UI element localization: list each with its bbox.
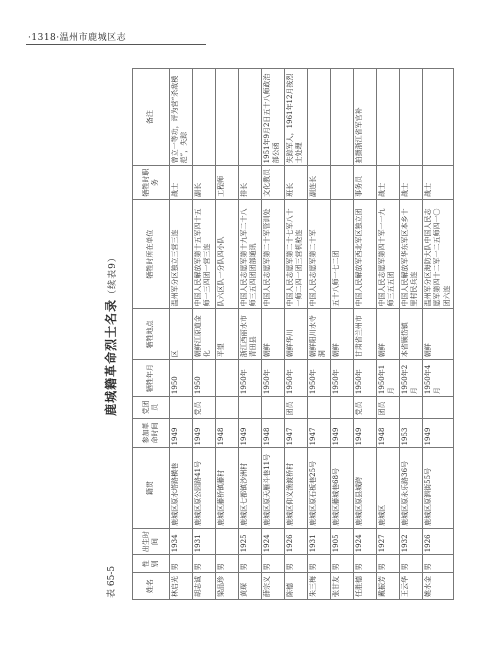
table-cell: 副长 — [193, 166, 216, 200]
table-label: 表 65-5 — [107, 565, 117, 598]
table-cell: 1951年9月2日五十八师政治部公函 — [262, 69, 285, 166]
table-cell: 任胜德 — [354, 573, 377, 600]
table-cell: 1934 — [170, 528, 193, 554]
table-cell: 温州军分区海防大队中国人民志愿军第四十二军一二五师四一〇团六连 — [423, 199, 454, 309]
table-cell: 中国人民志愿军第四十军一一九师三五五团 — [377, 199, 400, 309]
table-cell: 1950年 — [308, 360, 331, 397]
table-cell: 1949 — [331, 418, 354, 448]
table-cell: 1931 — [193, 528, 216, 554]
table-cell: 1950年4月 — [423, 360, 454, 397]
table-cell: 战士 — [400, 166, 423, 200]
table-cell: 1924 — [354, 528, 377, 554]
table-title — [102, 68, 119, 600]
table-cell: 1926 — [423, 528, 454, 554]
table-cell: 1949 — [354, 418, 377, 448]
table-cell: 1949 — [170, 418, 193, 448]
table-cell: 排长 — [239, 166, 262, 200]
table-cell: 1950 — [193, 360, 216, 397]
column-header: 参加革命时间 — [133, 418, 170, 448]
column-header: 牺牲年月 — [133, 360, 170, 397]
table-header-row — [133, 69, 170, 600]
table-row — [400, 69, 423, 600]
table-cell: 梁品珍 — [216, 573, 239, 600]
table-cell: 鹿城区原石板巷25号 — [308, 448, 331, 528]
table-cell: 鹿城区藤城巷68号 — [331, 448, 354, 528]
table-cell: 1950年 — [285, 360, 308, 397]
table-cell: 1925 — [239, 528, 262, 554]
table-cell: 朝鲜华川 — [285, 309, 308, 360]
martyr-table — [132, 68, 454, 600]
header-rule — [26, 44, 206, 45]
table-cell: 战士 — [423, 166, 454, 200]
table-cell: 团员 — [377, 397, 400, 418]
table-cell: 男 — [262, 555, 285, 573]
table-cell: 1948 — [377, 418, 400, 448]
column-header: 备注 — [133, 69, 170, 166]
table-cell: 鹿城区七都镇沙洲村 — [239, 448, 262, 528]
table-row — [354, 69, 377, 600]
table-cell: 朝鲜 — [262, 309, 285, 360]
table-row — [170, 69, 193, 600]
table-cell: 男 — [308, 555, 331, 573]
table-cell: 1950年 — [239, 360, 262, 397]
table-cell: 张甘友 — [331, 573, 354, 600]
table-cell: 温州军分区独立三营三连 — [170, 199, 193, 309]
table-cell: 朱三梅 — [308, 573, 331, 600]
table-row — [262, 69, 285, 600]
table-cell: 1926 — [285, 528, 308, 554]
table-cell: 本省顾岱镇 — [400, 309, 423, 360]
table-cell: 队六区队一分队四小队 — [216, 199, 239, 309]
table-cell: 1905 — [331, 528, 354, 554]
table-cell: 1927 — [377, 528, 400, 554]
table-cell — [423, 69, 454, 166]
table-cell: 朝鲜阳川水寺洞 — [308, 309, 331, 360]
table-row — [331, 69, 354, 600]
table-cell: 1947 — [308, 418, 331, 448]
table-cell: 1950年 — [354, 360, 377, 397]
table-cell: 男 — [170, 555, 193, 573]
table-cell: 1924 — [262, 528, 285, 554]
table-cell: 男 — [285, 555, 308, 573]
table-cell: 鹿城区原公园路41号 — [193, 448, 216, 528]
table-cell: 战士 — [377, 166, 400, 200]
table-cell: 男 — [354, 555, 377, 573]
table-cell: 副连长 — [308, 166, 331, 200]
table-cell: 1948 — [262, 418, 285, 448]
column-header: 党团员 — [133, 397, 170, 418]
table-cell: 鹿城区原县城跨 — [354, 448, 377, 528]
table-cell: 工程师 — [216, 166, 239, 200]
table-row — [193, 69, 216, 600]
table-cell: 失踪军人，1961年12月按烈士处理 — [285, 69, 308, 166]
table-cell — [331, 166, 354, 200]
title-text: 鹿城籍革命烈士名录 — [104, 298, 118, 416]
table-cell — [216, 397, 239, 418]
table-cell: 曾立一等功，评为营“杀敌模范”，失踪 — [170, 69, 193, 166]
table-cell: 朝鲜江原道金化 — [193, 309, 216, 360]
table-cell: 鹿城区原水塔路横巷 — [170, 448, 193, 528]
table-cell: 1953 — [400, 418, 423, 448]
table-cell: 朝鲜 — [331, 309, 354, 360]
table-cell: 朝鲜 — [377, 309, 400, 360]
table-row — [285, 69, 308, 600]
table-row — [216, 69, 239, 600]
table-cell: 1949 — [239, 418, 262, 448]
table-cell: 党员 — [354, 397, 377, 418]
table-cell: 鹿城区 — [377, 448, 400, 528]
table-cell: 男 — [216, 555, 239, 573]
table-cell: 鹿城区仰义渔渡桥村 — [285, 448, 308, 528]
table-cell: 鹿城区原永乐路36号 — [400, 448, 423, 528]
table-cell: 1932 — [400, 528, 423, 554]
column-header: 姓名 — [133, 573, 170, 600]
table-cell — [216, 528, 239, 554]
table-cell — [308, 69, 331, 166]
table-cell: 薛宗义 — [262, 573, 285, 600]
column-header: 牺牲时所在单位 — [133, 199, 170, 309]
table-cell — [400, 397, 423, 418]
table-cell: 鹿城区原天雁斗巷11号 — [262, 448, 285, 528]
table-cell: 鹿城区原泗街55号 — [423, 448, 454, 528]
table-cell: 朝鲜 — [423, 309, 454, 360]
table-cell: 中国人民志愿军第十九军二十八师三五四团团部通讯 — [239, 199, 262, 309]
table-cell: 1949 — [423, 418, 454, 448]
table-cell: 姚水金 — [423, 573, 454, 600]
table-cell: 鹿城区藤桥镇藤村 — [216, 448, 239, 528]
table-cell — [331, 69, 354, 166]
column-header: 出生时间 — [133, 528, 170, 554]
table-row — [423, 69, 454, 600]
column-header: 性别 — [133, 555, 170, 573]
table-cell: 文化教员 — [262, 166, 285, 200]
table-cell — [170, 397, 193, 418]
table-row — [308, 69, 331, 600]
table-cell: 1950年2月 — [400, 360, 423, 397]
table-cell: 1950年 — [262, 360, 285, 397]
table-cell: 中国人民志愿军第二十七军八十一师二四一团三营机枪连 — [285, 199, 308, 309]
table-cell: 浙江西丽水市青田县 — [239, 309, 262, 360]
table-cell: 男 — [331, 555, 354, 573]
table-cell: 男 — [400, 555, 423, 573]
table-cell: 1948 — [216, 418, 239, 448]
table-cell: 男 — [423, 555, 454, 573]
table-cell: 拍摄浙江省军官补 — [354, 69, 377, 166]
table-cell: 班长 — [285, 166, 308, 200]
table-cell — [216, 69, 239, 166]
column-header: 牺牲地点 — [133, 309, 170, 360]
table-body — [170, 69, 454, 600]
title-note: （续表9） — [108, 252, 118, 299]
table-cell: 男 — [239, 555, 262, 573]
table-cell: 男 — [193, 555, 216, 573]
table-cell: 团员 — [285, 397, 308, 418]
column-header: 牺牲时职务 — [133, 166, 170, 200]
table-cell: 胡志诚 — [193, 573, 216, 600]
table-cell — [377, 69, 400, 166]
table-cell: 王云华 — [400, 573, 423, 600]
table-cell: 中国人民解放军华东军区本乡十里村民兵连 — [400, 199, 423, 309]
table-cell: 五十八师一七二团 — [331, 199, 354, 309]
table-cell: 中国人民志愿军第二十军管训处 — [262, 199, 285, 309]
table-cell: 区 — [170, 309, 193, 360]
rotated-page-content — [102, 68, 462, 600]
table-cell: 男 — [377, 555, 400, 573]
table-cell: 1950年1月 — [377, 360, 400, 397]
table-cell: 事务员 — [354, 166, 377, 200]
table-cell: 1949 — [193, 418, 216, 448]
table-cell — [423, 397, 454, 418]
table-cell — [262, 397, 285, 418]
table-cell: 陈德 — [285, 573, 308, 600]
table-cell: 战士 — [170, 166, 193, 200]
table-cell: 党员 — [193, 397, 216, 418]
table-cell: 1950 — [170, 360, 193, 397]
table-cell: 1947 — [285, 418, 308, 448]
table-cell: 戴振芳 — [377, 573, 400, 600]
table-cell: 1950年 — [331, 360, 354, 397]
table-cell: 中国人民解放军第十五军四十五师一三四团一营三连 — [193, 199, 216, 309]
table-cell — [400, 69, 423, 166]
table-cell — [239, 397, 262, 418]
table-row — [239, 69, 262, 600]
table-cell — [308, 397, 331, 418]
table-cell: 黄琛 — [239, 573, 262, 600]
table-cell: 平望 — [216, 309, 239, 360]
table-cell: 1931 — [308, 528, 331, 554]
table-cell — [193, 69, 216, 166]
table-cell: 林启光 — [170, 573, 193, 600]
page-header: ·1318·温州市鹿城区志 — [28, 33, 127, 43]
table-cell — [216, 360, 239, 397]
table-cell: 中国人民解放军西北军区独立团 — [354, 199, 377, 309]
table-row — [377, 69, 400, 600]
table-cell — [331, 397, 354, 418]
table-cell: 中国人民志愿军第二十军 — [308, 199, 331, 309]
table-cell — [239, 69, 262, 166]
table-cell: 甘肃省兰州市 — [354, 309, 377, 360]
column-header: 籍贯 — [133, 448, 170, 528]
